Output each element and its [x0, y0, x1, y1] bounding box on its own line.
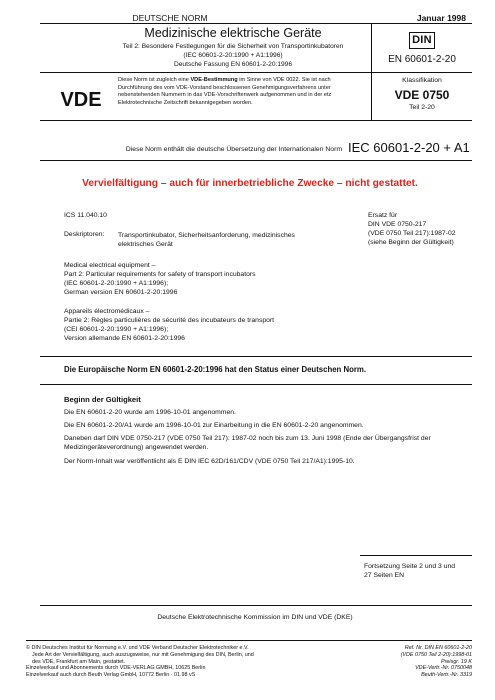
ersatz-line: Ersatz für — [368, 212, 398, 219]
document-subtitle — [108, 42, 358, 69]
footer-ref-line: (VDE 0750 Teil 2-20):1998-01 — [400, 651, 472, 658]
vde-logo — [56, 86, 106, 112]
klassifikation-label: Klassifikation — [402, 77, 442, 84]
french-title-line: Version allemande EN 60601-2-20:1996 — [64, 335, 185, 342]
beginn-heading: Beginn der Gültigkeit — [64, 395, 141, 404]
beginn-para-2: Die EN 60601-2-20/A1 wurde am 1996-10-01 zur Einarbeitung in die EN 60601-2-20 angenommen. — [64, 422, 364, 429]
deskriptoren-line: Transportinkubator, Sicherheitsanforderung, medizinisches — [118, 232, 295, 239]
footer-ref-line: Preisgr. 19 K — [441, 658, 472, 665]
footer-line: © DIN Deutsches Institut für Normung e.V. und VDE Verband Deutscher Elektrotechniker e.V. — [26, 645, 249, 651]
french-title-line: (CEI 60601-2-20:1990 + A1:1996); — [64, 326, 169, 333]
fortsetzung-note — [364, 562, 479, 580]
footer-ref-line: Ref. Nr. DIN EN 60601-2-20 — [404, 645, 472, 651]
footer-ref-line: VDE-Vertr.-Nr. 0750048 — [415, 665, 472, 672]
beginn-para-3-line: Daneben darf DIN VDE 0750-217 (VDE 0750 Teil 217): 1987-02 noch bis zum 13. Juni 1998 (Ende der Übergangsfrist der — [64, 435, 431, 442]
vde-bottom-rule — [40, 120, 472, 121]
vde-statement-line: nebenstehenden Nummern in das VDE-Vorschriftenwerk aufgenommen und in der etz — [118, 92, 332, 99]
ersatz-line: (siehe Beginn der Gültigkeit) — [368, 239, 454, 246]
ersatz-block — [368, 211, 478, 247]
status-top-rule — [40, 356, 472, 357]
din-number: EN 60601-2-20 — [388, 54, 456, 65]
subtitle-line: Teil 2: Besondere Festlegungen für die Sicherheit von Transportinkubatoren — [122, 43, 344, 50]
klassifikation-value: VDE 0750 — [394, 88, 450, 102]
french-title-block — [64, 307, 364, 343]
beginn-para-3-line: Medizingeräteverordnung) angewendet werden. — [64, 444, 209, 451]
footer-top-rule — [26, 640, 472, 641]
beginn-para-3 — [64, 434, 474, 452]
vde-statement-line: Elektrotechnische Zeitschrift bekanntgegeben worden. — [118, 99, 253, 106]
beginn-para-4: Der Norm-Inhalt war veröffentlicht als E DIN IEC 62D/161/CDV (VDE 0750 Teil 217/A1):1995-10. — [64, 458, 355, 465]
english-title-line: Medical electrical equipment – — [64, 262, 156, 269]
vde-logo-text: VDE — [60, 89, 102, 111]
din-logo — [409, 32, 435, 49]
ersatz-line: (VDE 0750 Teil 217):1987-02 — [368, 230, 456, 237]
fortsetzung-rule — [360, 555, 472, 556]
vde-logo-graphic — [56, 86, 106, 112]
footer-line: Einzelverkauf und Abonnements durch VDE-VERLAG GMBH, 10625 Berlin — [26, 665, 206, 672]
status-bottom-rule — [40, 384, 472, 385]
vde-statement — [118, 77, 366, 107]
french-title-line: Partie 2: Règles particulières de sécurité des incubateurs de transport — [64, 317, 275, 324]
ics-code: ICS 11.040.10 — [64, 212, 107, 219]
vde-statement-line: Durchführung des vom VDE-Vorstand beschlossenen Genehmigungsverfahrens unter — [118, 84, 331, 91]
footer-line: des VDE, Frankfurt am Main, gestattet. — [32, 658, 126, 665]
footer-copyright — [26, 645, 326, 679]
english-title-line: (IEC 60601-2-20:1990 + A1:1996); — [64, 280, 169, 287]
klassifikation-teil: Teil 2-20 — [409, 104, 435, 111]
fortsetzung-line: Fortsetzung Seite 2 und 3 und — [364, 563, 456, 570]
issue-date: Januar 1998 — [416, 13, 466, 23]
footer-ref-line: Beuth-Vertr.-Nr. 3319 — [421, 672, 472, 679]
din-logo-text: DIN — [412, 34, 432, 46]
top-rule — [40, 23, 472, 24]
beginn-para-1: Die EN 60601-2-20 wurde am 1996-10-01 angenommen. — [64, 409, 236, 416]
footer-line: Einzelverkauf auch durch Beuth Verlag GmbH, 10772 Berlin · 01.98 vS — [26, 672, 196, 679]
footer-line: Jede Art der Vervielfältigung, auch auszugsweise, nur mit Genehmigung des DIN, Berlin, und — [32, 651, 254, 658]
kommission-line: Deutsche Elektrotechnische Kommission im DIN und VDE (DKE) — [157, 614, 353, 621]
deskriptoren-line: elektrisches Gerät — [118, 241, 173, 248]
title-bottom-rule — [40, 72, 472, 73]
deskriptoren-label: Deskriptoren: — [64, 231, 105, 238]
deskriptoren-value — [118, 231, 358, 249]
fortsetzung-line: 27 Seiten EN — [364, 572, 405, 579]
iec-bottom-rule — [40, 160, 472, 161]
english-title-block — [64, 261, 364, 297]
ersatz-line: DIN VDE 0750-217 — [368, 221, 427, 228]
footer-reference — [340, 645, 472, 679]
norm-label: DEUTSCHE NORM — [132, 13, 208, 23]
subtitle-line: Deutsche Fassung EN 60601-2-20:1996 — [173, 61, 293, 68]
document-title: Medizinische elektrische Geräte — [144, 26, 322, 40]
vde-statement-line: Diese Norm ist zugleich eine VDE-Bestimmung im Sinne von VDE 0022. Sie ist nach — [118, 77, 331, 83]
iec-number: IEC 60601-2-20 + A1 — [348, 140, 470, 155]
status-statement: Die Europäische Norm EN 60601-2-20:1996 hat den Status einer Deutschen Norm. — [64, 365, 367, 374]
copy-warning: Vervielfältigung – auch für innerbetriebliche Zwecke – nicht gestattet. — [82, 178, 418, 189]
iec-translation-note: Diese Norm enthält die deutsche Übersetzung der Internationalen Norm — [125, 146, 342, 153]
subtitle-line: (IEC 60601-2-20:1990 + A1:1996) — [183, 52, 283, 59]
english-title-line: Part 2: Particular requirements for safety of transport incubators — [64, 271, 256, 278]
english-title-line: German version EN 60601-2-20:1996 — [64, 289, 178, 296]
kommission-top-rule — [40, 605, 472, 606]
french-title-line: Appareils électromédicaux – — [64, 308, 150, 315]
